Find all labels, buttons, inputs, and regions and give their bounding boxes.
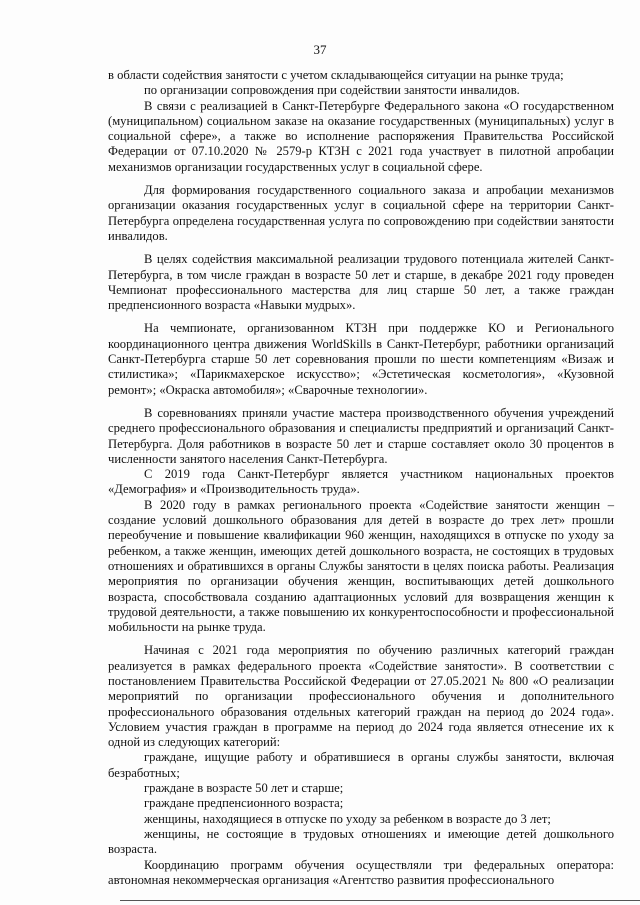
list-item: женщины, находящиеся в отпуске по уходу за ребенком в возрасте до 3 лет; bbox=[144, 811, 551, 826]
paragraph: по организации сопровождения при содействии занятости инвалидов. bbox=[144, 83, 520, 98]
paragraph: В 2020 году в рамках регионального проекта «Содействие занятости женщин – создание условий дошкольного образования для детей в возрасте до трех лет» прошли переобучение и повышение квалификации 960 женщин, находящихся в отпуске по уходу за ребенком, а также женщин, имеющих детей дошкольного возраста, не состоящих в трудовых отношениях и обратившихся в органы Службы занятости в целях поиска работы. Реализация мероприятия по организации обучения женщин, воспитывающих детей дошкольного возраста, способствовала созданию адаптационных условий для возвращения женщин к трудовой деятельности, а также повышению их конкурентоспособности и профессиональной мобильности на рынке труда. bbox=[108, 497, 614, 635]
paragraph: В целях содействия максимальной реализации трудового потенциала жителей Санкт-Петербурга, в том числе граждан в возрасте 50 лет и старше, в декабре 2021 году проведен Чемпионат профессионального мастерства для лиц старше 50 лет, а также граждан предпенсионного возраста «Навыки мудрых». bbox=[108, 252, 614, 313]
paragraph: Начиная с 2021 года мероприятия по обучению различных категорий граждан реализуется в рамках федерального проекта «Содействие занятости». В соответствии с постановлением Правительства Российской Федерации от 27.05.2021 № 800 «О реализации мероприятий по организации профессионального обучения и дополнительного профессионального образования отдельных категорий граждан на период до 2024 года». Условием участия граждан в программе на период до 2024 года является отнесение их к одной из следующих категорий: bbox=[108, 643, 614, 750]
paragraph: В связи с реализацией в Санкт-Петербурге Федерального закона «О государственном (муниципальном) социальном заказе на оказание государственных (муниципальных) услуг в социальной сфере», а также во исполнение распоряжения Правительства Российской Федерации от 07.10.2020 № 2579-р КТЗН с 2021 года участвует в пилотной апробации механизмов организации государственных услуг в социальной сфере. bbox=[108, 98, 614, 174]
paragraph: В соревнованиях приняли участие мастера производственного обучения учреждений среднего профессионального образования и специалисты предприятий и организаций Санкт-Петербурга. Доля работников в возрасте 50 лет и старше составляет около 30 процентов в численности занятого населения Санкт-Петербурга. bbox=[108, 405, 614, 466]
page-bottom-rule bbox=[120, 900, 640, 901]
paragraph: С 2019 года Санкт-Петербург является участником национальных проектов «Демография» и «Производительность труда». bbox=[108, 467, 614, 497]
list-item: женщины, не состоящие в трудовых отношениях и имеющие детей дошкольного возраста. bbox=[108, 826, 614, 857]
paragraph: На чемпионате, организованном КТЗН при поддержке КО и Регионального координационного центра движения WorldSkills в Санкт-Петербург, работники организаций Санкт-Петербурга старше 50 лет соревнования прошли по шести компетенциям «Визаж и стилистика»; «Парикмахерское искусство»; «Эстетическая косметология», «Кузовной ремонт»; «Окраска автомобиля»; «Сварочные технологии». bbox=[108, 321, 614, 397]
list-item: граждане предпенсионного возраста; bbox=[144, 796, 344, 811]
paragraph: Для формирования государственного социального заказа и апробации механизмов организации оказания государственных услуг в социальной сфере на территории Санкт-Петербурга определена государственная услуга по сопровождению при содействии занятости инвалидов. bbox=[108, 183, 614, 243]
page-number: 37 bbox=[313, 42, 327, 57]
list-item: граждане в возрасте 50 лет и старше; bbox=[144, 781, 344, 796]
document-body bbox=[108, 68, 614, 888]
paragraph: Координацию программ обучения осуществляли три федеральных оператора: автономная некоммерческая организация «Агентство развития профессионального bbox=[108, 857, 614, 887]
list-item: граждане, ищущие работу и обратившиеся в органы службы занятости, включая безработных; bbox=[108, 750, 614, 780]
paragraph: в области содействия занятости с учетом складывающейся ситуации на рынке труда; bbox=[108, 68, 564, 82]
